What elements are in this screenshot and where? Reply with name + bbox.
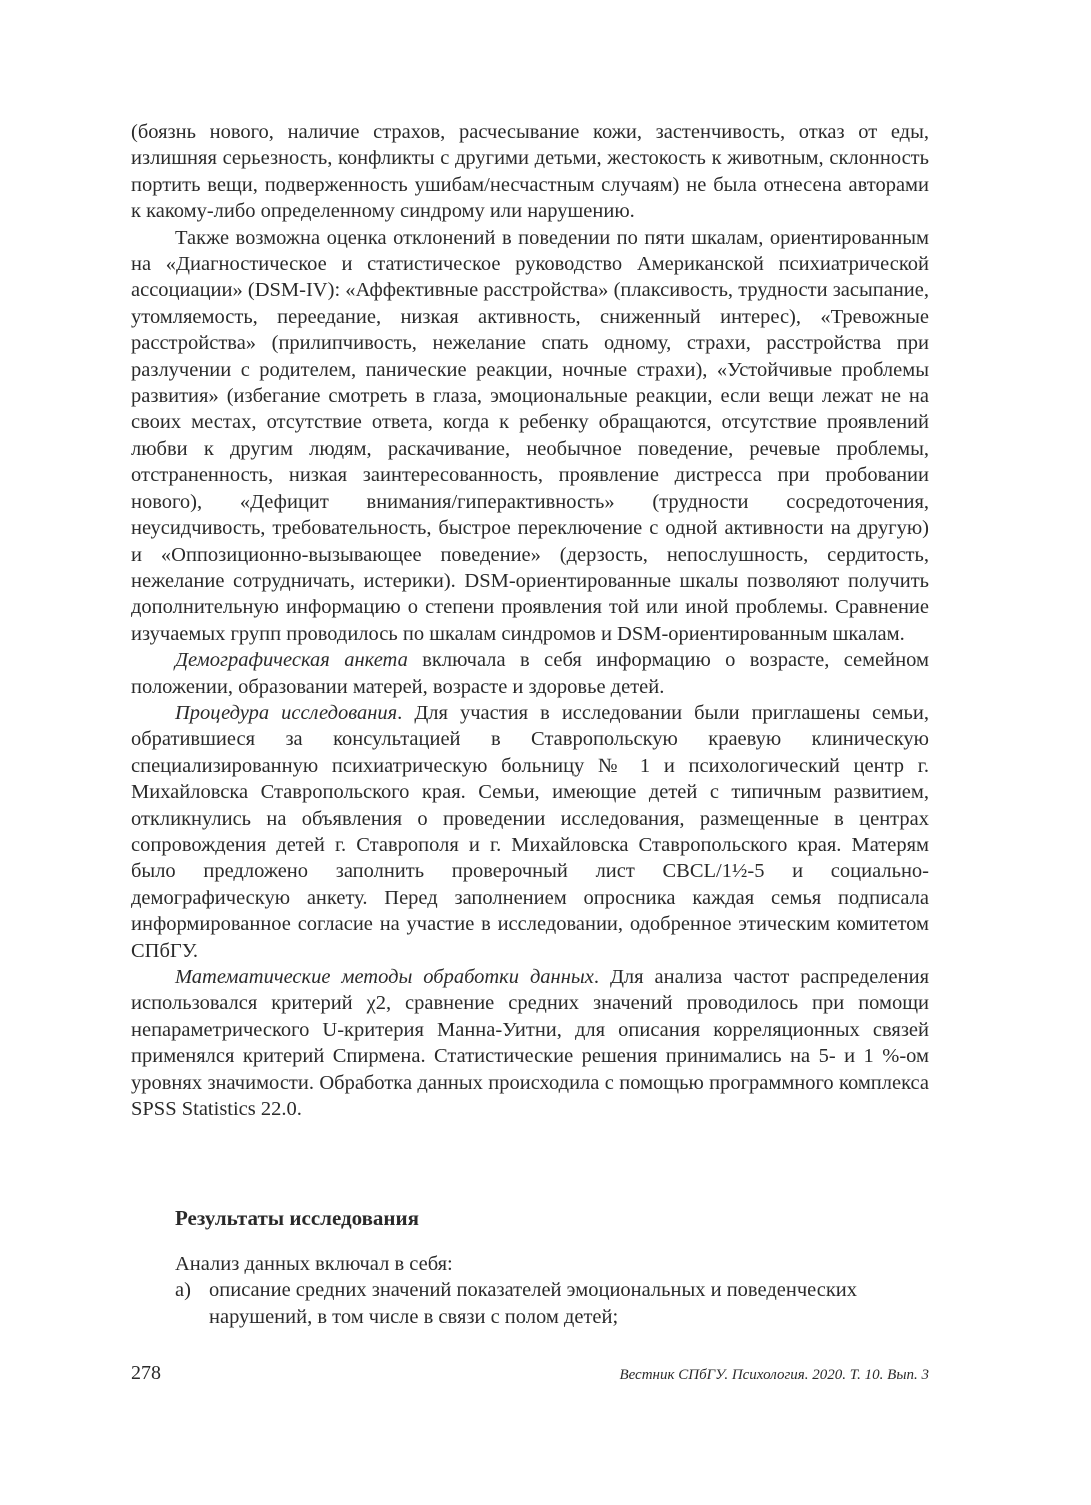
- analysis-list: [131, 1251, 929, 1330]
- paragraph-3-lead: Демографическая анкета: [175, 649, 408, 672]
- list-item: [131, 1277, 929, 1303]
- paragraph-2: Также возможна оценка отклонений в поведении по пяти шкалам, ориентированным на «Диагностическое и статистическое руководство Американской психиатрической ассоциации» (DSM-IV): «Аффективные расстройства» (плаксивость, трудности засыпание, утомляемость, переедание, низкая активность, сниженный интерес), «Тревожные расстройства» (прилипчивость, нежелание спать одному, страхи, расстройства при разлучении с родителем, панические реакции, ночные страхи), «Устойчивые проблемы развития» (избегание смотреть в глаза, эмоциональные реакции, если вещи лежат не на своих местах, отсутствие ответа, когда к ребенку обращаются, отсутствие проявлений любви к другим людям, раскачивание, необычное поведение, речевые проблемы, отстраненность, низкая заинтересованность, проявление дистресса при пробовании нового), «Дефицит внимания/гиперактивность» (трудности сосредоточения, неусидчивость, требовательность, быстрое переключение с одной активности на другую) и «Оппозиционно-вызывающее поведение» (дерзость, непослушность, сердитость, нежелание сотрудничать, истерики). DSM-ориентированные шкалы позволяют получить дополнительную информацию о степени проявления той или иной проблемы. Сравнение изучаемых групп проводилось по шкалам синдромов и DSM-ориентированным шкалам.: [131, 226, 929, 645]
- paragraph-1: (боязнь нового, наличие страхов, расчесывание кожи, застенчивость, отказ от еды, излишняя серьезность, конфликты с другими детьми, жестокость к животным, склонность портить вещи, подверженность ушибам/несчастным случаям) не была отнесена авторами к какому-либо определенному синдрому или нарушению.: [131, 121, 929, 223]
- body-text: [131, 119, 929, 1122]
- paragraph-5-text: . Для анализа частот распределения использовался критерий χ2, сравнение средних значений проводилось при помощи непараметрического U-критерия Манна-Уитни, для описания корреляционных связей применялся критерий Спирмена. Статистические решения принимались на 5- и 1 %-ом уровнях значимости. Обработка данных происходила с помощью программного комплекса SPSS Statistics 22.0.: [131, 966, 930, 1121]
- page-number: 278: [131, 1362, 161, 1384]
- paragraph-4-lead: Процедура исследования: [175, 701, 398, 724]
- section-heading: Результаты исследования: [175, 1206, 419, 1230]
- running-footer-journal: Вестник СПбГУ. Психология. 2020. Т. 10. Вып. 3: [619, 1367, 929, 1383]
- list-item-text: описание средних значений показателей эмоциональных и поведенческих: [209, 1279, 858, 1302]
- paragraph-5: [131, 964, 929, 1122]
- paragraph-4-text: . Для участия в исследовании были приглашены семьи, обратившиеся за консультацией в Ставропольскую краевую клиническую специализированную психиатрическую больницу № 1 и психологический центр г. Михайловска Ставропольского края. Семьи, имеющие детей с типичным развитием, откликнулись на объявления о проведении исследования, размещенные в центрах сопровождения детей г. Ставрополя и г. Михайловска Ставропольского края. Матерям было предложено заполнить проверочный лист CBCL/1½-5 и социально-демографическую анкету. Перед заполнением опросника каждая семья подписала информированное согласие на участие в исследовании, одобренное этическим комитетом СПбГУ.: [131, 701, 929, 962]
- analysis-lead: Анализ данных включал в себя:: [175, 1253, 453, 1275]
- paragraph-4: [131, 700, 929, 964]
- list-item-continuation: нарушений, в том числе в связи с полом детей;: [209, 1305, 619, 1328]
- list-marker: а): [175, 1279, 191, 1302]
- paragraph-3-text: включала в себя информацию о возрасте, семейном положении, образовании матерей, возрасте и здоровье детей.: [131, 649, 929, 698]
- paragraph-3: [131, 647, 929, 700]
- paragraph-5-lead: Математические методы обработки данных: [175, 966, 594, 988]
- page-footer: [131, 1362, 929, 1385]
